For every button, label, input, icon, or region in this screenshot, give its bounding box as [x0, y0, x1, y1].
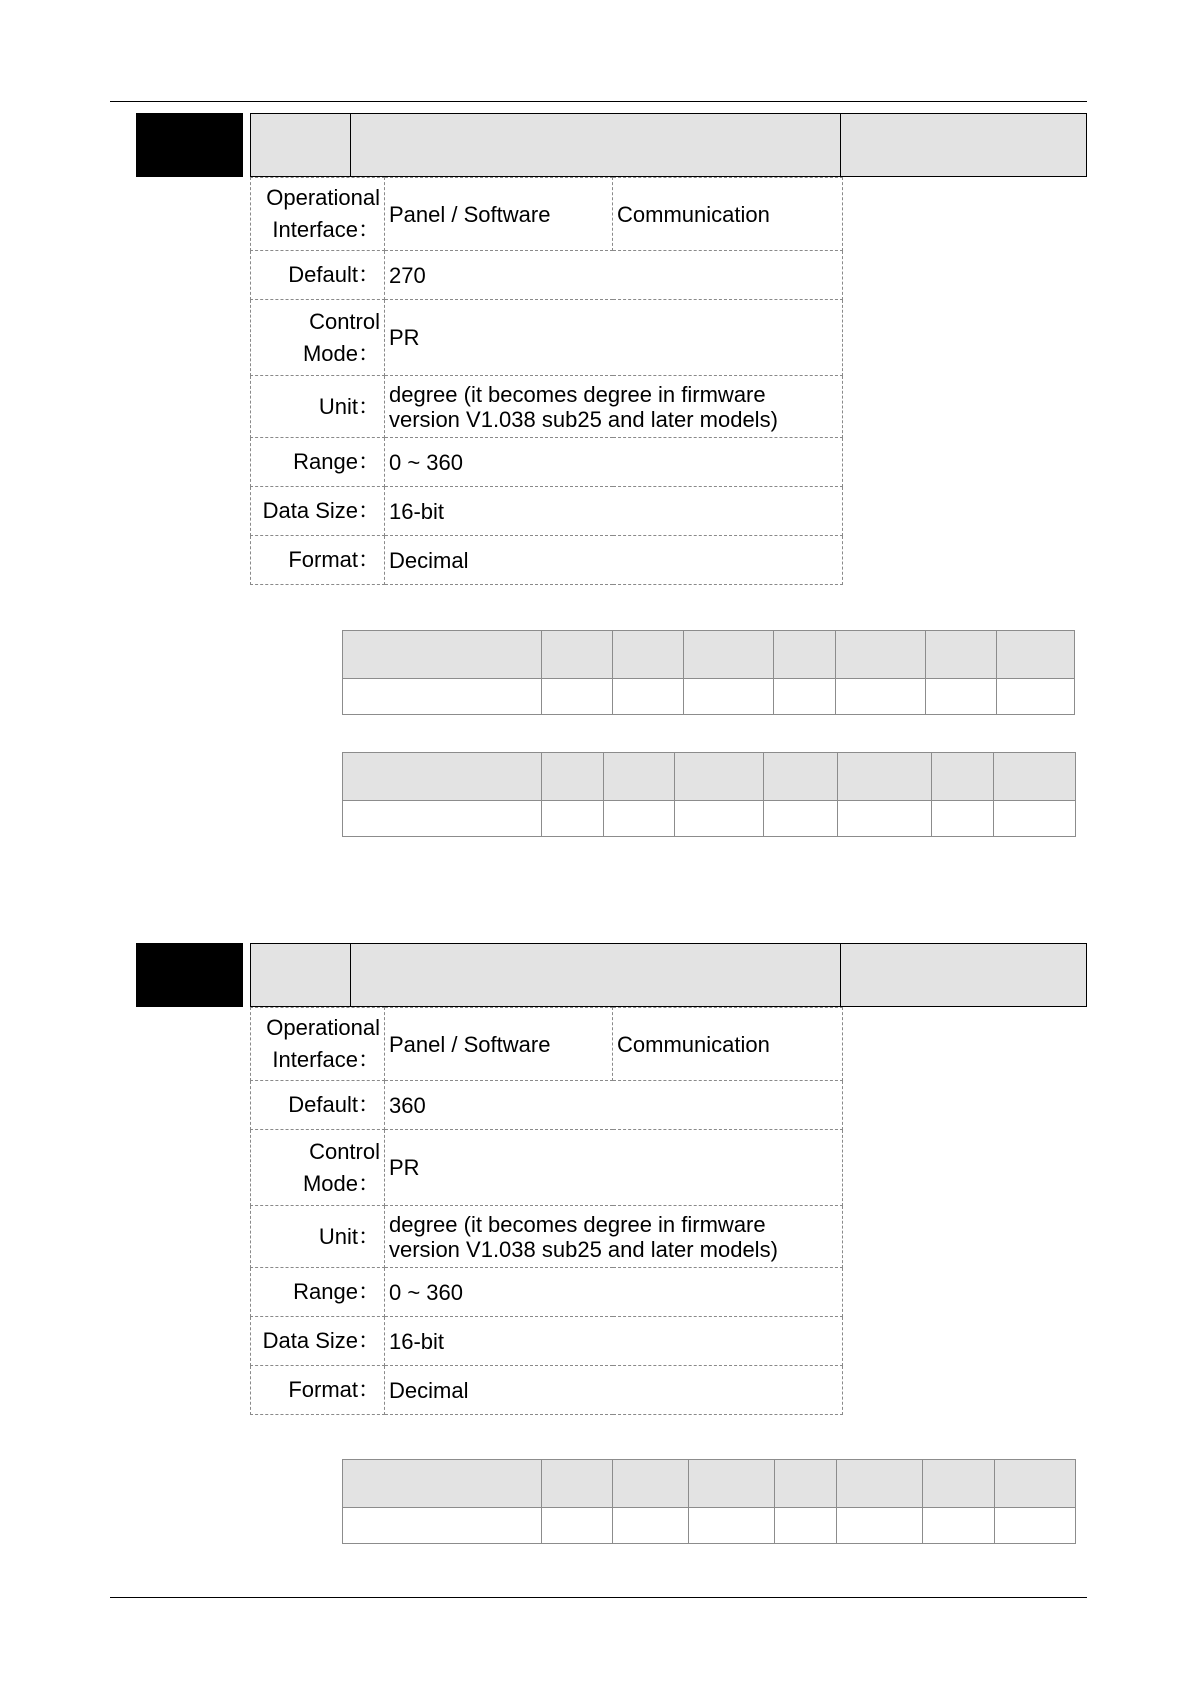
- operational-interface-label: Operational Interface：: [251, 1008, 385, 1081]
- data-size-label: Data Size：: [251, 487, 385, 536]
- data-size-value: 16-bit: [385, 1317, 843, 1366]
- default-value: 270: [385, 251, 843, 300]
- unit-value: degree (it becomes degree in firmware version V1.038 sub25 and later models): [385, 1206, 843, 1268]
- format-label: Format：: [251, 536, 385, 585]
- communication-value: Communication: [613, 178, 843, 251]
- parameter-address-cell: [840, 113, 1087, 177]
- panel-software-value: Panel / Software: [385, 1008, 613, 1081]
- range-label: Range：: [251, 1268, 385, 1317]
- parameter-number-cell: [250, 113, 351, 177]
- unit-label: Unit：: [251, 376, 385, 438]
- default-value: 360: [385, 1081, 843, 1130]
- panel-software-value: Panel / Software: [385, 178, 613, 251]
- parameter-name-cell: [350, 943, 841, 1007]
- default-label: Default：: [251, 251, 385, 300]
- format-value: Decimal: [385, 536, 843, 585]
- format-label: Format：: [251, 1366, 385, 1415]
- data-size-label: Data Size：: [251, 1317, 385, 1366]
- format-value: Decimal: [385, 1366, 843, 1415]
- unit-value: degree (it becomes degree in firmware version V1.038 sub25 and later models): [385, 376, 843, 438]
- operational-interface-label: Operational Interface：: [251, 178, 385, 251]
- range-label: Range：: [251, 438, 385, 487]
- control-mode-value: PR: [385, 300, 843, 376]
- control-mode-label: Control Mode：: [251, 1130, 385, 1206]
- default-label: Default：: [251, 1081, 385, 1130]
- footer-rule: [110, 1597, 1087, 1598]
- setting-table-3: [342, 1459, 1076, 1544]
- setting-table-1: [342, 630, 1075, 715]
- parameter-header-bar: [250, 943, 1087, 1007]
- data-size-value: 16-bit: [385, 487, 843, 536]
- header-rule: [110, 101, 1087, 102]
- range-value: 0 ~ 360: [385, 1268, 843, 1317]
- parameter-name-cell: [350, 113, 841, 177]
- parameter-code-tag: [136, 943, 243, 1007]
- parameter-address-cell: [840, 943, 1087, 1007]
- parameter-header-bar: [250, 113, 1087, 177]
- unit-label: Unit：: [251, 1206, 385, 1268]
- communication-value: Communication: [613, 1008, 843, 1081]
- setting-table-2: [342, 752, 1076, 837]
- parameter-number-cell: [250, 943, 351, 1007]
- parameter-properties-table: [250, 177, 843, 585]
- parameter-properties-table: [250, 1007, 843, 1415]
- parameter-code-tag: [136, 113, 243, 177]
- range-value: 0 ~ 360: [385, 438, 843, 487]
- control-mode-label: Control Mode：: [251, 300, 385, 376]
- control-mode-value: PR: [385, 1130, 843, 1206]
